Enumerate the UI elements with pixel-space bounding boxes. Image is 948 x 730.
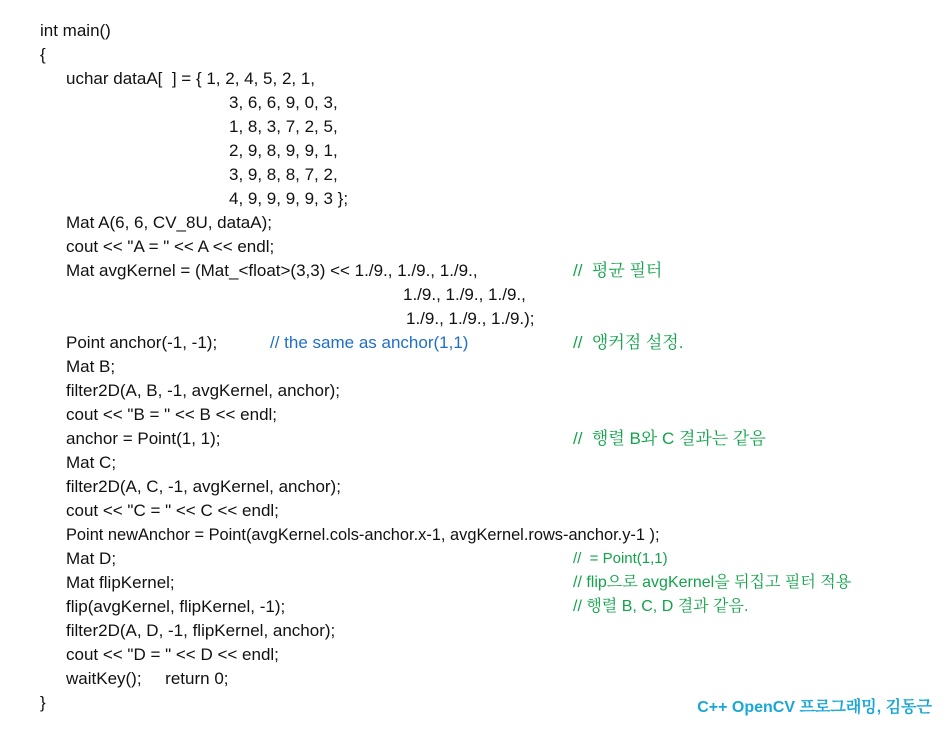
comment-anchor-set: // 앵커점 설정.	[573, 333, 684, 352]
comment-avg-filter: // 평균 필터	[573, 261, 663, 280]
code-line: 4, 9, 9, 9, 9, 3 };	[229, 189, 349, 208]
code-line: 1./9., 1./9., 1./9.);	[406, 309, 535, 328]
code-line: 3, 9, 8, 8, 7, 2,	[229, 165, 338, 184]
code-line: filter2D(A, C, -1, avgKernel, anchor);	[66, 477, 341, 496]
footer-credit: C++ OpenCV 프로그래밍, 김동근	[697, 699, 932, 716]
code-line: flip(avgKernel, flipKernel, -1);	[66, 597, 286, 616]
code-line: anchor = Point(1, 1);	[66, 429, 221, 448]
code-line: cout << "C = " << C << endl;	[66, 501, 279, 520]
code-line: 1./9., 1./9., 1./9.,	[403, 285, 526, 304]
comment-anchor-same: // the same as anchor(1,1)	[270, 333, 469, 352]
code-line: uchar dataA[ ] = { 1, 2, 4, 5, 2, 1,	[66, 69, 316, 88]
code-line: }	[40, 693, 46, 712]
comment-point11: // = Point(1,1)	[573, 550, 668, 567]
code-line: 3, 6, 6, 9, 0, 3,	[229, 93, 338, 112]
code-line: filter2D(A, B, -1, avgKernel, anchor);	[66, 381, 341, 400]
code-line: 2, 9, 8, 9, 9, 1,	[229, 141, 338, 160]
code-line: int main()	[40, 21, 111, 40]
comment-bcd-same: // 행렬 B, C, D 결과 같음.	[573, 598, 749, 615]
code-line: 1, 8, 3, 7, 2, 5,	[229, 117, 338, 136]
code-line: Point anchor(-1, -1);	[66, 333, 218, 352]
code-line: Mat flipKernel;	[66, 573, 175, 592]
code-line: Mat C;	[66, 453, 117, 472]
code-line: waitKey(); return 0;	[66, 669, 229, 688]
code-line: filter2D(A, D, -1, flipKernel, anchor);	[66, 621, 336, 640]
code-line: {	[40, 45, 46, 64]
code-line: cout << "A = " << A << endl;	[66, 237, 275, 256]
code-line: Mat D;	[66, 549, 117, 568]
comment-flip-apply: // flip으로 avgKernel을 뒤집고 필터 적용	[573, 574, 852, 591]
code-line: Mat avgKernel = (Mat_<float>(3,3) << 1./9., 1./9., 1./9.,	[66, 261, 478, 280]
code-line: Mat B;	[66, 357, 116, 376]
code-line: cout << "D = " << D << endl;	[66, 645, 279, 664]
code-line: cout << "B = " << B << endl;	[66, 405, 278, 424]
code-line: Point newAnchor = Point(avgKernel.cols-anchor.x-1, avgKernel.rows-anchor.y-1 );	[66, 526, 660, 544]
code-line: Mat A(6, 6, CV_8U, dataA);	[66, 213, 272, 232]
comment-bc-same: // 행렬 B와 C 결과는 같음	[573, 429, 766, 448]
